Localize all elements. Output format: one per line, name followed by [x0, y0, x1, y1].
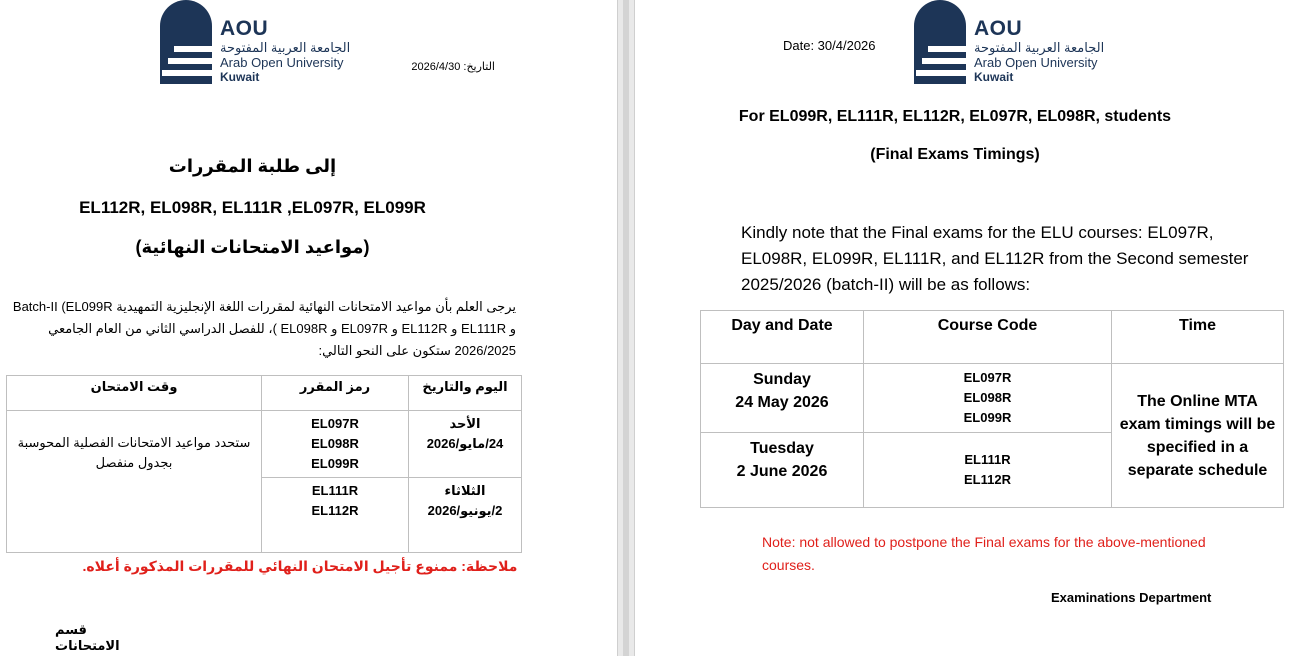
header-day-date: اليوم والتاريخ: [409, 376, 522, 411]
note-ar: ملاحظة: ممنوع تأجيل الامتحان النهائي للمقررات المذكورة أعلاه.: [82, 558, 518, 574]
intro-en: [741, 220, 1281, 298]
note-en-line2: courses.: [762, 557, 815, 573]
exam-date: 24 May 2026: [735, 394, 829, 411]
day-name: الأحد: [449, 416, 481, 431]
logo-name-en: Arab Open University: [974, 55, 1098, 70]
day-name: Tuesday: [750, 440, 814, 457]
day-name: الثلاثاء: [444, 483, 486, 498]
intro-en-line2: EL098R, EL099R, EL111R, and EL112R from the Second semester: [741, 249, 1249, 268]
course-code: EL099R: [963, 410, 1012, 425]
courses-line-ar: EL112R, EL098R, EL111R ,EL097R, EL099R: [79, 198, 426, 217]
subheading-ar: (مواعيد الامتحانات النهائية): [135, 237, 370, 257]
exam-date: 24/مايو/2026: [426, 436, 504, 451]
signature-en: Examinations Department: [1051, 590, 1212, 605]
course-code-cell: [864, 433, 1112, 508]
intro-en-line3: 2025/2026 (batch-II) will be as follows:: [741, 275, 1031, 294]
logo-name-ar: الجامعة العربية المفتوحة: [220, 40, 351, 55]
table-row: [701, 364, 1284, 433]
course-code: EL097R: [311, 416, 359, 431]
header-course-code: Course Code: [864, 311, 1112, 364]
header-course-code: رمز المقرر: [262, 376, 409, 411]
table-row: [7, 411, 522, 478]
heading-en: For EL099R, EL111R, EL112R, EL097R, EL098R, students: [738, 108, 1172, 125]
heading-ar: إلى طلبة المقررات: [168, 156, 337, 176]
signature-ar: قسم الامتحانات: [55, 622, 120, 653]
arabic-page: [0, 0, 617, 656]
exam-date: 2 June 2026: [736, 463, 828, 480]
logo-branch: Kuwait: [974, 70, 1014, 84]
course-code: EL111R: [311, 483, 359, 498]
aou-logo: [160, 0, 350, 84]
header-exam-time: وقت الامتحان: [7, 376, 262, 411]
course-code-cell: [864, 364, 1112, 433]
logo-abbr: AOU: [220, 17, 269, 40]
subheading-en: (Final Exams Timings): [870, 146, 1040, 163]
time-note: The Online MTA exam timings will be specified in a separate schedule: [1119, 392, 1276, 479]
day-date-cell: [701, 364, 864, 433]
header-time: Time: [1112, 311, 1284, 364]
exam-time-cell: [7, 411, 262, 553]
logo-abbr: AOU: [974, 17, 1023, 40]
course-code: EL098R: [311, 436, 359, 451]
course-code: EL098R: [963, 390, 1012, 405]
course-code: EL097R: [963, 370, 1012, 385]
course-code: EL111R: [964, 452, 1011, 467]
aou-logo: [914, 0, 1104, 84]
course-code: EL112R: [964, 472, 1011, 487]
table-header-row: [701, 311, 1284, 364]
exam-time-note: ستحدد مواعيد الامتحانات الفصلية المحوسبة بجدول منفصل: [17, 435, 251, 470]
date-en: Date: 30/4/2026: [783, 38, 876, 53]
english-page: [635, 0, 1291, 656]
intro-ar-line2: و EL111R و EL112R و EL097R و EL098R )، للفصل الدراسي الثاني من العام الجامعي: [48, 321, 516, 336]
day-date-cell: [701, 433, 864, 508]
day-name: Sunday: [753, 371, 811, 388]
header-day-date: Day and Date: [701, 311, 864, 364]
table-header-row: [7, 376, 522, 411]
intro-ar-line3: 2026/2025 ستكون على النحو التالي:: [318, 343, 516, 358]
aou-logo-mark-icon: [914, 0, 966, 84]
course-code-cell: [262, 478, 409, 553]
intro-en-line1: Kindly note that the Final exams for the ELU courses: EL097R,: [741, 223, 1214, 242]
page-gutter: [617, 0, 635, 656]
intro-ar: [8, 296, 516, 362]
logo-name-ar: الجامعة العربية المفتوحة: [974, 40, 1105, 55]
day-date-cell: [409, 411, 522, 478]
exam-table-en: [700, 310, 1284, 508]
course-code: EL099R: [311, 456, 359, 471]
note-en: [762, 531, 1282, 577]
course-code: EL112R: [311, 503, 359, 518]
logo-branch: Kuwait: [220, 70, 260, 84]
course-code-cell: [262, 411, 409, 478]
note-en-line1: Note: not allowed to postpone the Final exams for the above-mentioned: [762, 534, 1206, 550]
day-date-cell: [409, 478, 522, 553]
date-ar: التاريخ: 2026/4/30: [411, 61, 495, 73]
intro-ar-line1: يرجى العلم بأن مواعيد الامتحانات النهائية لمقررات اللغة الإنجليزية التمهيدية Batch-II (EL099R: [12, 299, 516, 314]
exam-table-ar: [6, 375, 522, 553]
aou-logo-mark-icon: [160, 0, 212, 84]
time-cell: [1112, 364, 1284, 508]
logo-name-en: Arab Open University: [220, 55, 344, 70]
exam-date: 2/يونيو/2026: [427, 503, 503, 518]
